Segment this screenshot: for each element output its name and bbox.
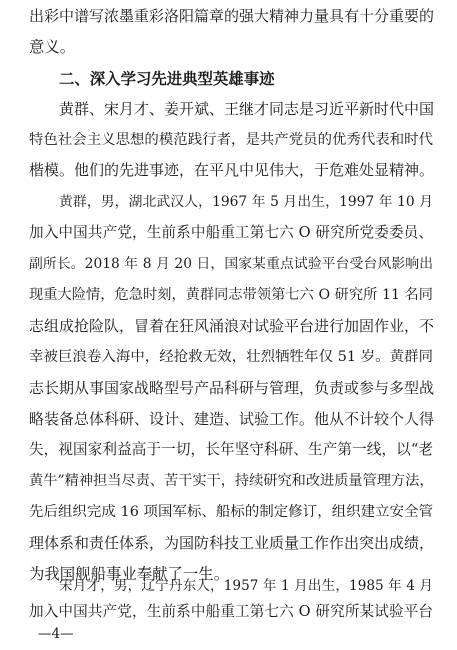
text-line-20: 宋月才，男，辽宁丹东人，1957 年 1 月出生，1985 年 4 月 [59,578,433,594]
text-line-15: 失，视国家利益高于一切，长年坚守科研、生产第一线，以“老 [29,441,433,458]
text-line-13: 志长期从事国家战略型号产品科研与管理，负责或参与多型战 [29,379,435,397]
text-line-8: 加入中国共产党，生前系中船重工第七六 O 研究所党委委员、 [29,224,433,241]
text-line-6: 楷模。他们的先进事迹，在平凡中见伟大，于危难处显精神。 [29,161,435,179]
text-line-18: 理体系和责任体系，为国防科技工业质量工作作出突出成绩， [29,534,435,552]
text-line-2: 意义。 [29,38,76,56]
text-line-7: 黄群，男，湖北武汉人，1967 年 5 月出生，1997 年 10 月 [59,194,433,210]
text-line-19: 为我国舰船事业奉献了一生。 [29,565,230,583]
text-line-5: 特色社会主义思想的模范践行者，是共产党员的优秀代表和时代 [29,132,433,148]
page-number: —4— [38,626,74,642]
text-line-21: 加入中国共产党，生前系中船重工第七六 O 研究所某试验平台 [29,603,433,620]
text-line-17: 先后组织完成 16 项国军标、船标的制定修订，组织建立安全管 [29,504,433,520]
section-heading: 二、深入学习先进典型英雄事迹 [59,70,275,88]
text-line-10: 现重大险情，危急时刻，黄群同志带领第七六 O 研究所 11 名同 [29,287,433,303]
text-line-14: 略装备总体科研、设计、建造、试验工作。他从不计较个人得 [29,410,435,428]
text-line-4: 黄群、宋月才、姜开斌、王继才同志是习近平新时代中国 [59,100,435,118]
text-line-11: 志组成抢险队，冒着在狂风涌浪对试验平台进行加固作业，不 [29,317,435,335]
text-line-9: 副所长。2018 年 8 月 20 日，国家某重点试验平台受台风影响出 [29,256,433,272]
text-line-1: 出彩中谱写浓墨重彩洛阳篇章的强大精神力量具有十分重要的 [29,7,435,25]
text-line-12: 幸被巨浪卷入海中，经抢救无效，壮烈牺牲年仅 51 岁。黄群同 [29,349,433,365]
text-line-16: 黄牛”精神担当尽责、苦干实干，持续研究和改进质量管理方法， [29,473,434,489]
